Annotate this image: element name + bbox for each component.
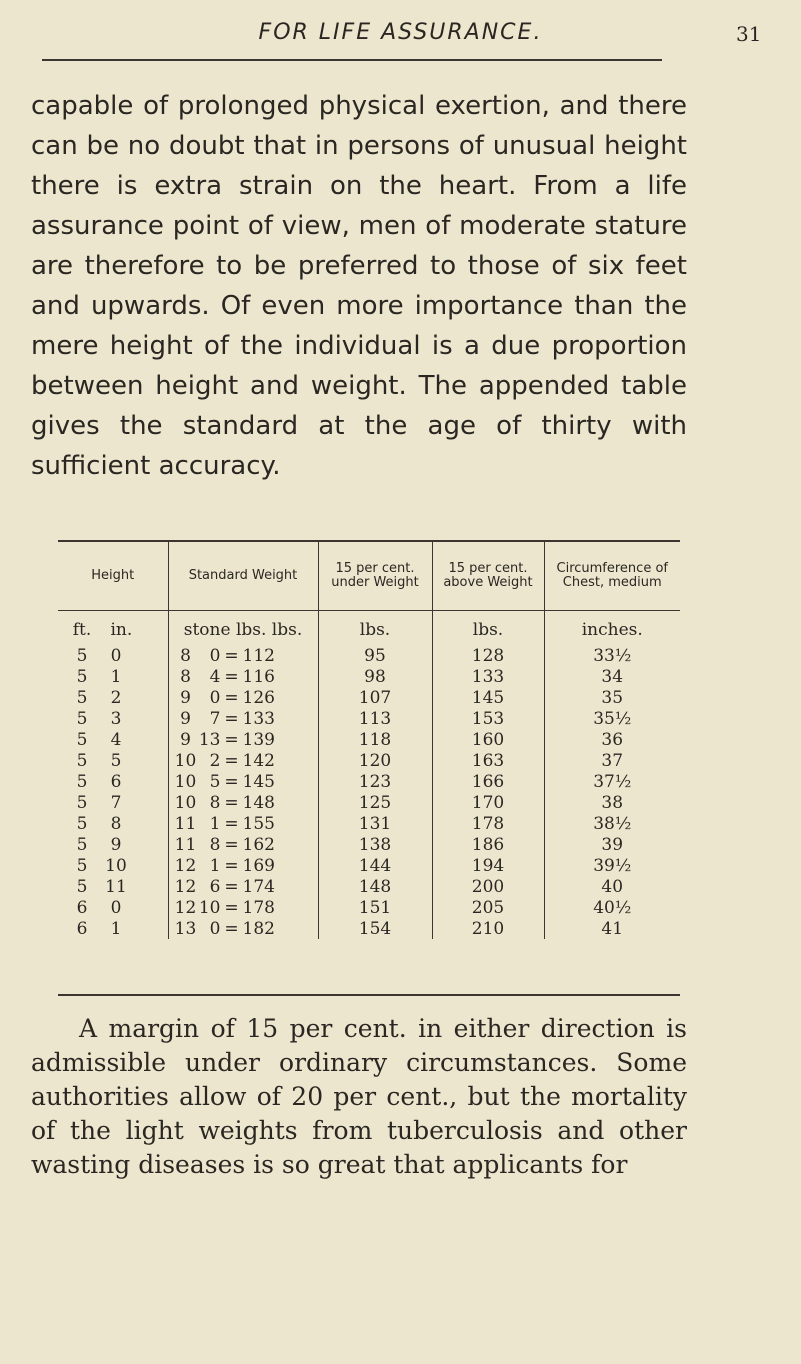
units-under: lbs. bbox=[318, 611, 432, 646]
above-weight-cell: 160 bbox=[432, 729, 544, 750]
inches-value: 11 bbox=[105, 876, 127, 897]
total-lbs-value: 112 bbox=[242, 645, 275, 666]
standard-weight-cell bbox=[168, 771, 318, 792]
inches-value: 1 bbox=[110, 918, 122, 939]
units-chest: inches. bbox=[544, 611, 680, 646]
feet-value: 6 bbox=[76, 897, 88, 918]
stone-value: 12 bbox=[174, 876, 197, 897]
equals-sign: = bbox=[224, 750, 239, 771]
lbs-value: 8 bbox=[209, 834, 221, 855]
under-weight-cell: 154 bbox=[318, 918, 432, 939]
lbs-value: 10 bbox=[198, 897, 221, 918]
feet-value: 5 bbox=[76, 708, 88, 729]
header-rule bbox=[42, 59, 662, 61]
standard-weight-cell bbox=[168, 750, 318, 771]
standard-weight-cell bbox=[168, 813, 318, 834]
height-cell bbox=[58, 813, 168, 834]
standard-weight-cell bbox=[168, 792, 318, 813]
equals-sign: = bbox=[224, 834, 239, 855]
lbs-value: 5 bbox=[209, 771, 221, 792]
lbs-value: 7 bbox=[209, 708, 221, 729]
standard-weight-cell bbox=[168, 897, 318, 918]
above-weight-cell: 194 bbox=[432, 855, 544, 876]
total-lbs-value: 155 bbox=[242, 813, 275, 834]
units-weight: stone lbs. lbs. bbox=[168, 611, 318, 646]
lbs-value: 1 bbox=[209, 813, 221, 834]
inches-value: 10 bbox=[105, 855, 127, 876]
lbs-value: 0 bbox=[209, 687, 221, 708]
stone-value: 12 bbox=[174, 897, 197, 918]
height-cell bbox=[58, 750, 168, 771]
under-weight-cell: 98 bbox=[318, 666, 432, 687]
stone-value: 9 bbox=[180, 729, 191, 750]
table-row bbox=[58, 897, 680, 918]
total-lbs-value: 169 bbox=[242, 855, 275, 876]
table-row bbox=[58, 666, 680, 687]
under-weight-cell: 148 bbox=[318, 876, 432, 897]
chest-cell: 39 bbox=[544, 834, 680, 855]
stone-value: 8 bbox=[180, 666, 191, 687]
equals-sign: = bbox=[224, 687, 239, 708]
inches-value: 0 bbox=[110, 897, 122, 918]
total-lbs-value: 148 bbox=[242, 792, 275, 813]
chest-cell: 33½ bbox=[544, 645, 680, 666]
table-row bbox=[58, 708, 680, 729]
height-cell bbox=[58, 918, 168, 939]
above-weight-cell: 186 bbox=[432, 834, 544, 855]
above-weight-cell: 163 bbox=[432, 750, 544, 771]
table-header-row bbox=[58, 542, 680, 611]
inches-value: 7 bbox=[110, 792, 122, 813]
height-cell bbox=[58, 855, 168, 876]
table-row bbox=[58, 645, 680, 666]
units-height bbox=[58, 611, 168, 646]
height-cell bbox=[58, 708, 168, 729]
stone-value: 11 bbox=[174, 813, 197, 834]
table-row bbox=[58, 834, 680, 855]
inches-value: 0 bbox=[110, 645, 122, 666]
header-above-weight: 15 per cent. above Weight bbox=[432, 542, 544, 611]
standard-weight-cell bbox=[168, 687, 318, 708]
stone-value: 11 bbox=[174, 834, 197, 855]
under-weight-cell: 125 bbox=[318, 792, 432, 813]
equals-sign: = bbox=[224, 666, 239, 687]
table-body bbox=[58, 611, 680, 940]
height-cell bbox=[58, 876, 168, 897]
under-weight-cell: 138 bbox=[318, 834, 432, 855]
chest-cell: 40½ bbox=[544, 897, 680, 918]
chest-cell: 40 bbox=[544, 876, 680, 897]
lbs-value: 8 bbox=[209, 792, 221, 813]
equals-sign: = bbox=[224, 918, 239, 939]
inches-value: 6 bbox=[110, 771, 122, 792]
above-weight-cell: 200 bbox=[432, 876, 544, 897]
standard-weight-cell bbox=[168, 855, 318, 876]
stone-value: 13 bbox=[174, 918, 197, 939]
above-weight-cell: 133 bbox=[432, 666, 544, 687]
height-cell bbox=[58, 834, 168, 855]
chest-cell: 39½ bbox=[544, 855, 680, 876]
stone-value: 10 bbox=[174, 792, 197, 813]
lbs-value: 4 bbox=[209, 666, 221, 687]
table-row bbox=[58, 876, 680, 897]
lbs-value: 0 bbox=[209, 645, 221, 666]
under-weight-cell: 123 bbox=[318, 771, 432, 792]
equals-sign: = bbox=[224, 792, 239, 813]
table-row bbox=[58, 771, 680, 792]
chest-cell: 37½ bbox=[544, 771, 680, 792]
page-number: 31 bbox=[736, 22, 762, 46]
under-weight-cell: 113 bbox=[318, 708, 432, 729]
chest-cell: 36 bbox=[544, 729, 680, 750]
equals-sign: = bbox=[224, 897, 239, 918]
table-row bbox=[58, 750, 680, 771]
table-row bbox=[58, 855, 680, 876]
total-lbs-value: 145 bbox=[242, 771, 275, 792]
stone-value: 12 bbox=[174, 855, 197, 876]
chest-cell: 35 bbox=[544, 687, 680, 708]
inches-value: 5 bbox=[110, 750, 122, 771]
standard-weight-cell bbox=[168, 666, 318, 687]
height-weight-table bbox=[58, 540, 680, 996]
above-weight-cell: 170 bbox=[432, 792, 544, 813]
height-cell bbox=[58, 792, 168, 813]
total-lbs-value: 139 bbox=[242, 729, 275, 750]
feet-value: 5 bbox=[76, 876, 88, 897]
equals-sign: = bbox=[224, 855, 239, 876]
under-weight-cell: 131 bbox=[318, 813, 432, 834]
total-lbs-value: 126 bbox=[242, 687, 275, 708]
equals-sign: = bbox=[224, 771, 239, 792]
standard-weight-cell bbox=[168, 729, 318, 750]
chest-cell: 35½ bbox=[544, 708, 680, 729]
equals-sign: = bbox=[224, 645, 239, 666]
standard-weight-cell bbox=[168, 918, 318, 939]
standard-weight-cell bbox=[168, 645, 318, 666]
total-lbs-value: 142 bbox=[242, 750, 275, 771]
feet-value: 5 bbox=[76, 729, 88, 750]
height-cell bbox=[58, 729, 168, 750]
feet-value: 5 bbox=[76, 666, 88, 687]
stone-value: 10 bbox=[174, 750, 197, 771]
header-under-weight: 15 per cent. under Weight bbox=[318, 542, 432, 611]
total-lbs-value: 174 bbox=[242, 876, 275, 897]
stone-value: 8 bbox=[180, 645, 191, 666]
height-cell bbox=[58, 666, 168, 687]
feet-value: 5 bbox=[76, 771, 88, 792]
above-weight-cell: 210 bbox=[432, 918, 544, 939]
chest-cell: 37 bbox=[544, 750, 680, 771]
lbs-value: 13 bbox=[198, 729, 221, 750]
height-cell bbox=[58, 771, 168, 792]
standard-weight-cell bbox=[168, 876, 318, 897]
above-weight-cell: 145 bbox=[432, 687, 544, 708]
above-weight-cell: 205 bbox=[432, 897, 544, 918]
inches-value: 3 bbox=[110, 708, 122, 729]
height-cell bbox=[58, 645, 168, 666]
table-row bbox=[58, 918, 680, 939]
feet-value: 5 bbox=[76, 687, 88, 708]
under-weight-cell: 151 bbox=[318, 897, 432, 918]
lbs-value: 6 bbox=[209, 876, 221, 897]
feet-value: 5 bbox=[76, 792, 88, 813]
height-cell bbox=[58, 687, 168, 708]
lbs-value: 1 bbox=[209, 855, 221, 876]
equals-sign: = bbox=[224, 729, 239, 750]
total-lbs-value: 133 bbox=[242, 708, 275, 729]
units-above: lbs. bbox=[432, 611, 544, 646]
under-weight-cell: 107 bbox=[318, 687, 432, 708]
under-weight-cell: 144 bbox=[318, 855, 432, 876]
inches-value: 2 bbox=[110, 687, 122, 708]
chest-cell: 41 bbox=[544, 918, 680, 939]
equals-sign: = bbox=[224, 813, 239, 834]
units-in: in. bbox=[110, 620, 133, 640]
stone-value: 10 bbox=[174, 771, 197, 792]
equals-sign: = bbox=[224, 876, 239, 897]
table-row bbox=[58, 729, 680, 750]
under-weight-cell: 120 bbox=[318, 750, 432, 771]
inches-value: 1 bbox=[110, 666, 122, 687]
chest-cell: 34 bbox=[544, 666, 680, 687]
total-lbs-value: 182 bbox=[242, 918, 275, 939]
above-weight-cell: 166 bbox=[432, 771, 544, 792]
feet-value: 6 bbox=[76, 918, 88, 939]
header-height: Height bbox=[58, 542, 168, 611]
table-grid bbox=[58, 542, 680, 939]
inches-value: 4 bbox=[110, 729, 122, 750]
chest-cell: 38½ bbox=[544, 813, 680, 834]
height-cell bbox=[58, 897, 168, 918]
under-weight-cell: 118 bbox=[318, 729, 432, 750]
standard-weight-cell bbox=[168, 708, 318, 729]
above-weight-cell: 153 bbox=[432, 708, 544, 729]
feet-value: 5 bbox=[76, 855, 88, 876]
paragraph-1: capable of prolonged physical exertion, and there can be no doubt that in persons of unusual height there is extra strain on the heart. From a life assurance point of view, men of moderate stature are therefore to be preferred to those of six feet and upwards. Of even more importance than the mere height of the individual is a due proportion between height and weight. The appended table gives the standard at the age of thirty with sufficient accuracy. bbox=[31, 91, 687, 481]
feet-value: 5 bbox=[76, 750, 88, 771]
header-standard-weight: Standard Weight bbox=[168, 542, 318, 611]
under-weight-cell: 95 bbox=[318, 645, 432, 666]
table-row bbox=[58, 792, 680, 813]
total-lbs-value: 162 bbox=[242, 834, 275, 855]
table-row bbox=[58, 813, 680, 834]
lbs-value: 2 bbox=[209, 750, 221, 771]
header-chest: Circumference of Chest, medium bbox=[544, 542, 680, 611]
above-weight-cell: 178 bbox=[432, 813, 544, 834]
units-ft: ft. bbox=[72, 620, 92, 640]
stone-value: 9 bbox=[180, 708, 191, 729]
feet-value: 5 bbox=[76, 834, 88, 855]
equals-sign: = bbox=[224, 708, 239, 729]
stone-value: 9 bbox=[180, 687, 191, 708]
above-weight-cell: 128 bbox=[432, 645, 544, 666]
inches-value: 9 bbox=[110, 834, 122, 855]
chest-cell: 38 bbox=[544, 792, 680, 813]
total-lbs-value: 178 bbox=[242, 897, 275, 918]
total-lbs-value: 116 bbox=[242, 666, 275, 687]
table-row bbox=[58, 687, 680, 708]
inches-value: 8 bbox=[110, 813, 122, 834]
paragraph-2: A margin of 15 per cent. in either direction is admissible under ordinary circumstances. Some authorities allow of 20 per cent., but the mortality of the light weights from tuberculosis and other wasting diseases is so great that applicants for bbox=[31, 1014, 687, 1179]
feet-value: 5 bbox=[76, 645, 88, 666]
units-row bbox=[58, 611, 680, 646]
lbs-value: 0 bbox=[209, 918, 221, 939]
feet-value: 5 bbox=[76, 813, 88, 834]
running-head: FOR LIFE ASSURANCE. bbox=[258, 20, 543, 45]
standard-weight-cell bbox=[168, 834, 318, 855]
